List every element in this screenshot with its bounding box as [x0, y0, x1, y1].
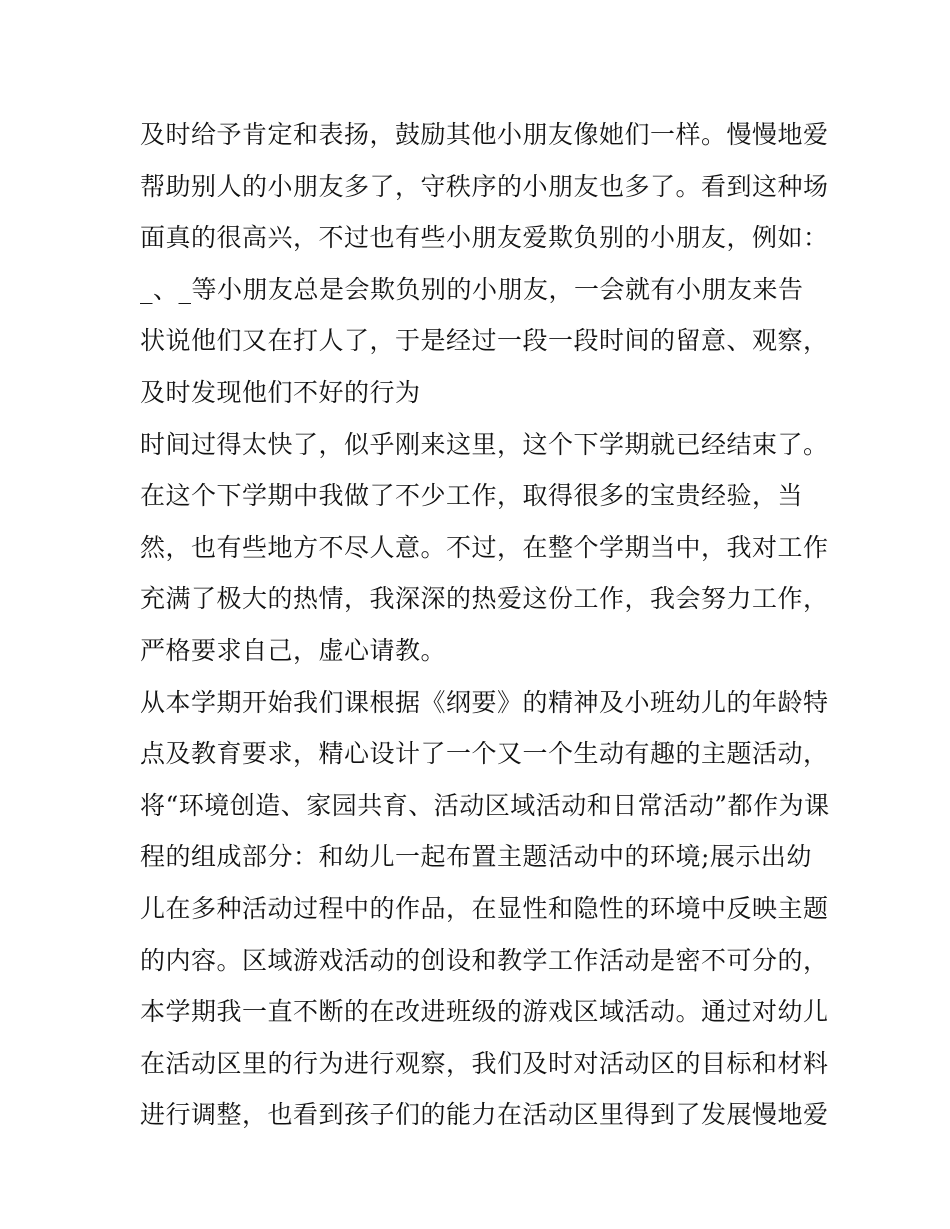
body-text	[140, 109, 830, 1141]
text-line: 帮助别人的小朋友多了，守秩序的小朋友也多了。看到这种场	[140, 171, 829, 201]
text-line: 点及教育要求，精心设计了一个又一个生动有趣的主题活动，	[140, 739, 829, 769]
text-line: 儿在多种活动过程中的作品，在显性和隐性的环境中反映主题	[140, 893, 829, 923]
text-line: 的内容。区域游戏活动的创设和教学工作活动是密不可分的，	[140, 945, 829, 975]
text-line: 本学期我一直不断的在改进班级的游戏区域活动。通过对幼儿	[140, 997, 829, 1027]
text-line: 充满了极大的热情，我深深的热爱这份工作，我会努力工作，	[140, 584, 829, 614]
text-line: 在这个下学期中我做了不少工作，取得很多的宝贵经验，当	[140, 481, 804, 511]
text-line: 程的组成部分：和幼儿一起布置主题活动中的环境;展示出幼	[140, 842, 812, 872]
text-line: 严格要求自己，虚心请教。	[140, 635, 447, 665]
text-line: 面真的很高兴，不过也有些小朋友爱欺负别的小朋友，例如：	[140, 223, 829, 253]
text-line: 在活动区里的行为进行观察，我们及时对活动区的目标和材料	[140, 1048, 829, 1078]
text-line: _、_等小朋友总是会欺负别的小朋友，一会就有小朋友来告	[140, 274, 804, 304]
text-line: 然，也有些地方不尽人意。不过，在整个学期当中，我对工作	[140, 532, 829, 562]
text-line: 及时给予肯定和表扬，鼓励其他小朋友像她们一样。慢慢地爱	[140, 120, 829, 149]
text-line: 进行调整，也看到孩子们的能力在活动区里得到了发展慢地爱	[140, 1100, 829, 1130]
text-line: 时间过得太快了，似乎刚来这里，这个下学期就已经结束了。	[140, 429, 829, 459]
text-line: 将“环境创造、家园共育、活动区域活动和日常活动”都作为课	[140, 790, 830, 820]
text-line: 及时发现他们不好的行为	[140, 377, 421, 407]
text-line: 状说他们又在打人了，于是经过一段一段时间的留意、观察，	[140, 326, 829, 356]
text-line: 从本学期开始我们课根据《纲要》的精神及小班幼儿的年龄特	[140, 687, 829, 717]
